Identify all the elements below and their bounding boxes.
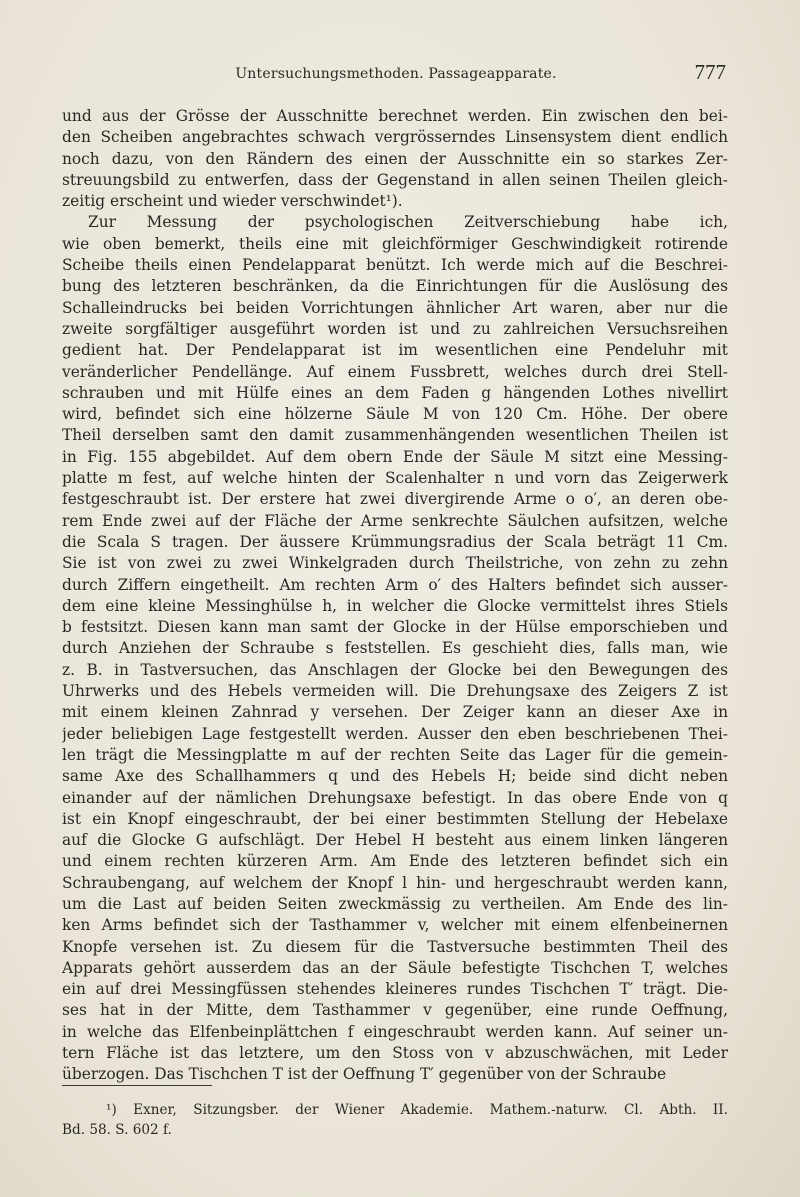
- text-line: Scheibe theils einen Pendelapparat benützt. Ich werde mich auf die Beschrei-: [62, 256, 728, 275]
- text-line: und einem rechten kürzeren Arm. Am Ende des letzteren befindet sich ein: [62, 852, 728, 871]
- text-line: noch dazu, von den Rändern des einen der Ausschnitte ein so starkes Zer-: [62, 149, 728, 168]
- text-line: und aus der Grösse der Ausschnitte berechnet werden. Ein zwischen den bei-: [62, 107, 728, 125]
- text-line: Uhrwerks und des Hebels vermeiden will. Die Drehungsaxe des Zeigers Z ist: [62, 682, 728, 701]
- text-line: z. B. in Tastversuchen, das Anschlagen der Glocke bei den Bewegungen des: [62, 660, 728, 679]
- running-head: Untersuchungsmethoden. Passageapparate.: [235, 66, 557, 82]
- page-header: [62, 60, 730, 90]
- page-number: 777: [694, 60, 726, 84]
- text-line: platte m fest, auf welche hinten der Scalenhalter n und vorn das Zeigerwerk: [62, 469, 728, 488]
- text-line: zeitig erscheint und wieder verschwindet¹).: [62, 192, 403, 211]
- text-line: zweite sorgfältiger ausgeführt worden ist und zu zahlreichen Versuchsreihen: [62, 319, 728, 338]
- text-line: Sie ist von zwei zu zwei Winkelgraden durch Theilstriche, von zehn zu zehn: [62, 554, 728, 573]
- text-line: dem eine kleine Messinghülse h, in welcher die Glocke vermittelst ihres Stiels: [62, 596, 728, 615]
- text-line: Schraubengang, auf welchem der Knopf l hin- und hergeschraubt werden kann,: [62, 873, 728, 892]
- text-line: die Scala S tragen. Der äussere Krümmungsradius der Scala beträgt 11 Cm.: [62, 532, 728, 551]
- footnote: [62, 1100, 728, 1140]
- text-line: durch Anziehen der Schraube s feststellen. Es geschieht dies, falls man, wie: [62, 639, 728, 658]
- text-line: durch Ziffern eingetheilt. Am rechten Arm o′ des Halters befindet sich ausser-: [62, 575, 728, 594]
- text-line: b festsitzt. Diesen kann man samt der Glocke in der Hülse emporschieben und: [62, 618, 728, 637]
- text-line: ist ein Knopf eingeschraubt, der bei einer bestimmten Stellung der Hebelaxe: [62, 809, 728, 828]
- text-line: rem Ende zwei auf der Fläche der Arme senkrechte Säulchen aufsitzen, welche: [62, 511, 728, 530]
- text-line: same Axe des Schallhammers q und des Hebels H; beide sind dicht neben: [62, 767, 728, 786]
- text-line: Theil derselben samt den damit zusammenhängenden wesentlichen Theilen ist: [62, 426, 728, 445]
- text-line: wird, befindet sich eine hölzerne Säule M von 120 Cm. Höhe. Der obere: [62, 405, 728, 424]
- text-line: ken Arms befindet sich der Tasthammer v, welcher mit einem elfenbeinernen: [62, 916, 728, 935]
- text-line: veränderlicher Pendellänge. Auf einem Fussbrett, welches durch drei Stell-: [62, 362, 728, 381]
- text-line: Schalleindrucks bei beiden Vorrichtungen ähnlicher Art waren, aber nur die: [62, 298, 728, 317]
- text-line: tern Fläche ist das letztere, um den Stoss von v abzuschwächen, mit Leder: [62, 1044, 728, 1063]
- footnote-line: Bd. 58. S. 602 f.: [62, 1122, 172, 1138]
- text-line: ses hat in der Mitte, dem Tasthammer v gegenüber, eine runde Oeffnung,: [62, 1001, 728, 1020]
- text-line: bung des letzteren beschränken, da die Einrichtungen für die Auslösung des: [62, 277, 728, 296]
- text-line: ein auf drei Messingfüssen stehendes kleineres rundes Tischchen T′ trägt. Die-: [62, 980, 728, 999]
- text-line: auf die Glocke G aufschlägt. Der Hebel H besteht aus einem linken längeren: [62, 831, 728, 850]
- text-line: in Fig. 155 abgebildet. Auf dem obern Ende der Säule M sitzt eine Messing-: [62, 447, 728, 466]
- text-line: festgeschraubt ist. Der erstere hat zwei divergirende Arme o o′, an deren obe-: [62, 490, 728, 509]
- text-line: Knopfe versehen ist. Zu diesem für die Tastversuche bestimmten Theil des: [62, 937, 728, 956]
- body-text: [62, 106, 728, 1086]
- text-line: len trägt die Messingplatte m auf der rechten Seite das Lager für die gemein-: [62, 745, 728, 764]
- text-line: überzogen. Das Tischchen T ist der Oeffnung T′ gegenüber von der Schraube: [62, 1065, 667, 1084]
- text-line: gedient hat. Der Pendelapparat ist im wesentlichen eine Pendeluhr mit: [62, 341, 728, 360]
- text-line: Zur Messung der psychologischen Zeitverschiebung habe ich,: [88, 213, 728, 232]
- text-line: jeder beliebigen Lage festgestellt werden. Ausser den eben beschriebenen Thei-: [62, 724, 728, 743]
- text-line: um die Last auf beiden Seiten zweckmässig zu vertheilen. Am Ende des lin-: [62, 894, 728, 913]
- text-line: wie oben bemerkt, theils eine mit gleichförmiger Geschwindigkeit rotirende: [62, 234, 728, 253]
- text-line: mit einem kleinen Zahnrad y versehen. Der Zeiger kann an dieser Axe in: [62, 703, 728, 722]
- text-line: streuungsbild zu entwerfen, dass der Gegenstand in allen seinen Theilen gleich-: [62, 170, 728, 189]
- text-line: Apparats gehört ausserdem das an der Säule befestigte Tischchen T, welches: [62, 958, 728, 977]
- text-line: einander auf der nämlichen Drehungsaxe befestigt. In das obere Ende von q: [62, 788, 728, 807]
- text-line: in welche das Elfenbeinplättchen f eingeschraubt werden kann. Auf seiner un-: [62, 1022, 728, 1041]
- footnote-line: ¹) Exner, Sitzungsber. der Wiener Akademie. Mathem.-naturw. Cl. Abth. II.: [106, 1102, 728, 1118]
- footnote-rule: [62, 1085, 212, 1086]
- text-line: den Scheiben angebrachtes schwach vergrösserndes Linsensystem dient endlich: [62, 128, 728, 147]
- text-line: schrauben und mit Hülfe eines an dem Faden g hängenden Lothes nivellirt: [62, 383, 728, 402]
